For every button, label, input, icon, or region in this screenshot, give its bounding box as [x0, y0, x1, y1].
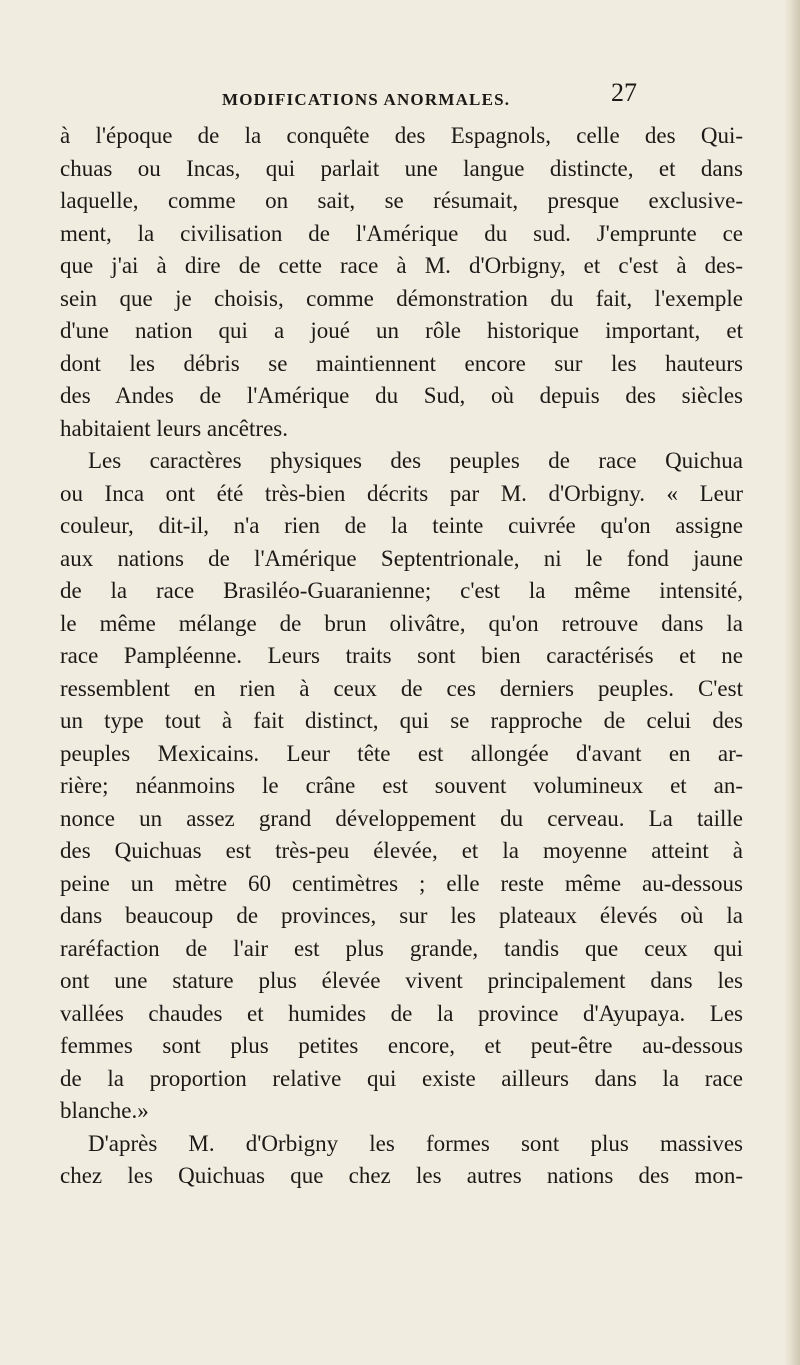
text-line: vallées chaudes et humides de la province d'Ayupaya. Les	[60, 1000, 743, 1026]
text-line: ont une stature plus élevée vivent principalement dans les	[60, 968, 743, 993]
text-line: de la race Brasiléo-Guaranienne; c'est la même intensité,	[60, 578, 743, 603]
text-line: habitaient leurs ancêtres.	[60, 415, 288, 441]
text-line: ment, la civilisation de l'Amérique du sud. J'emprunte ce	[60, 220, 743, 246]
text-line: peuples Mexicains. Leur tête est allongée d'avant en ar-	[60, 740, 743, 766]
text-line: dans beaucoup de provinces, sur les plateaux élevés où la	[60, 903, 743, 928]
text-line: des Andes de l'Amérique du Sud, où depuis des siècles	[60, 383, 743, 408]
text-line: peine un mètre 60 centimètres ; elle reste même au-dessous	[60, 870, 743, 896]
text-line: chez les Quichuas que chez les autres nations des mon-	[60, 1163, 743, 1188]
text-line: un type tout à fait distinct, qui se rapproche de celui des	[60, 708, 743, 733]
text-line: Les caractères physiques des peuples de race Quichua	[88, 448, 743, 473]
text-line: raréfaction de l'air est plus grande, tandis que ceux qui	[60, 935, 743, 961]
text-line: des Quichuas est très-peu élevée, et la moyenne atteint à	[60, 838, 743, 863]
text-line: de la proportion relative qui existe ailleurs dans la race	[60, 1065, 743, 1091]
text-line: nonce un assez grand développement du cerveau. La taille	[60, 805, 743, 831]
text-line: chuas ou Incas, qui parlait une langue distincte, et dans	[60, 155, 743, 181]
page-number: 27	[611, 78, 637, 107]
text-line: sein que je choisis, comme démonstration du fait, l'exemple	[60, 285, 743, 311]
text-line: aux nations de l'Amérique Septentrionale, ni le fond jaune	[60, 545, 743, 571]
text-line: couleur, dit-il, n'a rien de la teinte cuivrée qu'on assigne	[60, 513, 743, 538]
text-line: à l'époque de la conquête des Espagnols, celle des Qui-	[60, 123, 743, 148]
text-line: dont les débris se maintiennent encore sur les hauteurs	[60, 350, 743, 376]
page-binding-edge	[784, 0, 800, 1365]
body-text	[60, 120, 743, 1193]
text-line: rière; néanmoins le crâne est souvent volumineux et an-	[60, 773, 743, 798]
text-line: d'une nation qui a joué un rôle historique important, et	[60, 318, 743, 343]
page-header	[60, 78, 760, 118]
text-line: ressemblent en rien à ceux de ces derniers peuples. C'est	[60, 675, 743, 701]
text-line: le même mélange de brun olivâtre, qu'on retrouve dans la	[60, 610, 743, 636]
text-line: D'après M. d'Orbigny les formes sont plus massives	[88, 1130, 743, 1156]
text-line: blanche.»	[60, 1098, 149, 1123]
text-line: ou Inca ont été très-bien décrits par M. d'Orbigny. « Leur	[60, 480, 743, 506]
text-line: race Pampléenne. Leurs traits sont bien caractérisés et ne	[60, 643, 743, 668]
running-head: MODIFICATIONS ANORMALES.	[222, 90, 511, 109]
text-line: femmes sont plus petites encore, et peut-être au-dessous	[60, 1033, 743, 1058]
text-line: que j'ai à dire de cette race à M. d'Orbigny, et c'est à des-	[60, 253, 743, 278]
text-line: laquelle, comme on sait, se résumait, presque exclusive-	[60, 188, 743, 213]
